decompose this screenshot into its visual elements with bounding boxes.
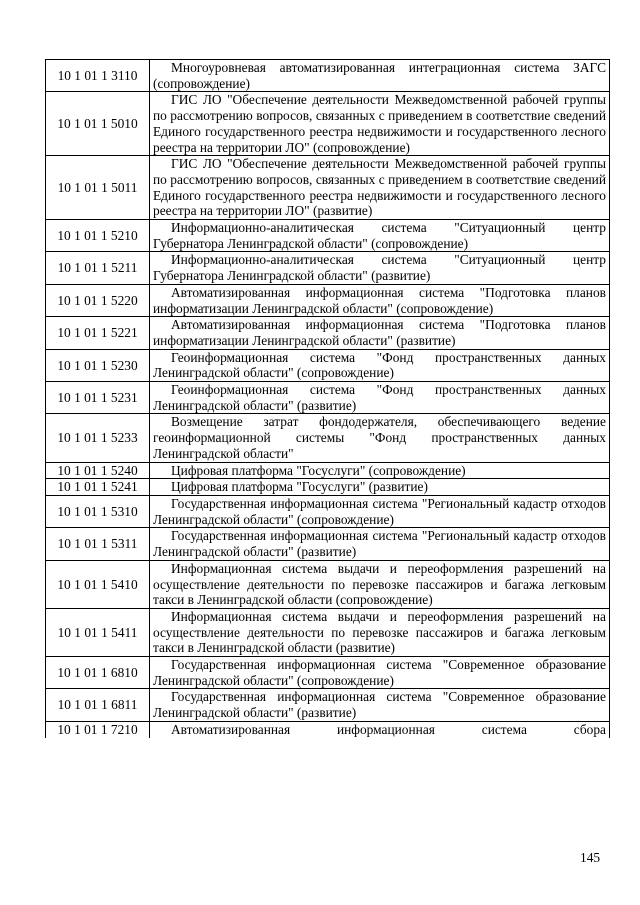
table-row	[46, 689, 610, 721]
row-description: ГИС ЛО "Обеспечение деятельности Межведомственной рабочей группы по рассмотрению вопросов, связанных с приведением в соответствие сведений Единого государственного реестра недвижимости и государственного лесного реестра на территории ЛО" (развитие)	[150, 156, 610, 220]
row-description: ГИС ЛО "Обеспечение деятельности Межведомственной рабочей группы по рассмотрению вопросов, связанных с приведением в соответствие сведений Единого государственного реестра недвижимости и государственного лесного реестра на территории ЛО" (сопровождение)	[150, 92, 610, 156]
row-code: 10 1 01 1 5220	[46, 284, 150, 316]
page-number: 145	[580, 850, 601, 865]
table-row	[46, 657, 610, 689]
table-row	[46, 317, 610, 349]
row-description: Информационно-аналитическая система "Ситуационный центр Губернатора Ленинградской области" (развитие)	[150, 252, 610, 284]
row-code: 10 1 01 1 5233	[46, 414, 150, 462]
budget-codes-table	[45, 59, 610, 738]
table-row	[46, 608, 610, 656]
table-body	[46, 60, 610, 738]
row-code: 10 1 01 1 6811	[46, 689, 150, 721]
row-code: 10 1 01 1 5310	[46, 495, 150, 527]
row-code: 10 1 01 1 5210	[46, 220, 150, 252]
table-row	[46, 560, 610, 608]
table-row	[46, 60, 610, 92]
row-code: 10 1 01 1 5221	[46, 317, 150, 349]
row-description: Цифровая платформа "Госуслуги" (развитие)	[150, 479, 610, 496]
row-code: 10 1 01 1 3110	[46, 60, 150, 92]
row-code: 10 1 01 1 5011	[46, 156, 150, 220]
row-description: Возмещение затрат фондодержателя, обеспечивающего ведение геоинформационной системы "Фонд пространственных данных Ленинградской области"	[150, 414, 610, 462]
table-row	[46, 220, 610, 252]
row-description: Автоматизированная информационная система "Подготовка планов информатизации Ленинградской области" (развитие)	[150, 317, 610, 349]
table-row	[46, 495, 610, 527]
row-description: Автоматизированная информационная система "Подготовка планов информатизации Ленинградской области" (сопровождение)	[150, 284, 610, 316]
row-code: 10 1 01 1 6810	[46, 657, 150, 689]
row-description: Государственная информационная система "Региональный кадастр отходов Ленинградской области" (развитие)	[150, 528, 610, 560]
row-code: 10 1 01 1 5241	[46, 479, 150, 496]
table-row	[46, 252, 610, 284]
row-code: 10 1 01 1 7210	[46, 721, 150, 737]
row-description: Информационно-аналитическая система "Ситуационный центр Губернатора Ленинградской области" (сопровождение)	[150, 220, 610, 252]
row-description: Государственная информационная система "Региональный кадастр отходов Ленинградской области" (сопровождение)	[150, 495, 610, 527]
table-row	[46, 528, 610, 560]
row-description: Геоинформационная система "Фонд пространственных данных Ленинградской области" (развитие)	[150, 382, 610, 414]
row-code: 10 1 01 1 5240	[46, 462, 150, 479]
row-code: 10 1 01 1 5231	[46, 382, 150, 414]
table-row	[46, 479, 610, 496]
table-row-continued	[46, 721, 610, 737]
row-description: Автоматизированная информационная система сбора	[150, 721, 610, 737]
row-code: 10 1 01 1 5211	[46, 252, 150, 284]
row-code: 10 1 01 1 5410	[46, 560, 150, 608]
row-code: 10 1 01 1 5230	[46, 349, 150, 381]
table-row	[46, 92, 610, 156]
row-description: Государственная информационная система "Современное образование Ленинградской области" (сопровождение)	[150, 657, 610, 689]
table-row	[46, 414, 610, 462]
row-code: 10 1 01 1 5010	[46, 92, 150, 156]
table-row	[46, 156, 610, 220]
row-description: Информационная система выдачи и переоформления разрешений на осуществление деятельности по перевозке пассажиров и багажа легковым такси в Ленинградской области (сопровождение)	[150, 560, 610, 608]
table-row	[46, 462, 610, 479]
row-description: Многоуровневая автоматизированная интеграционная система ЗАГС (сопровождение)	[150, 60, 610, 92]
table-row	[46, 349, 610, 381]
row-description: Государственная информационная система "Современное образование Ленинградской области" (развитие)	[150, 689, 610, 721]
table-row	[46, 382, 610, 414]
row-code: 10 1 01 1 5311	[46, 528, 150, 560]
row-description: Информационная система выдачи и переоформления разрешений на осуществление деятельности по перевозке пассажиров и багажа легковым такси в Ленинградской области (развитие)	[150, 608, 610, 656]
row-description: Цифровая платформа "Госуслуги" (сопровождение)	[150, 462, 610, 479]
row-description: Геоинформационная система "Фонд пространственных данных Ленинградской области" (сопровождение)	[150, 349, 610, 381]
table-row	[46, 284, 610, 316]
row-code: 10 1 01 1 5411	[46, 608, 150, 656]
